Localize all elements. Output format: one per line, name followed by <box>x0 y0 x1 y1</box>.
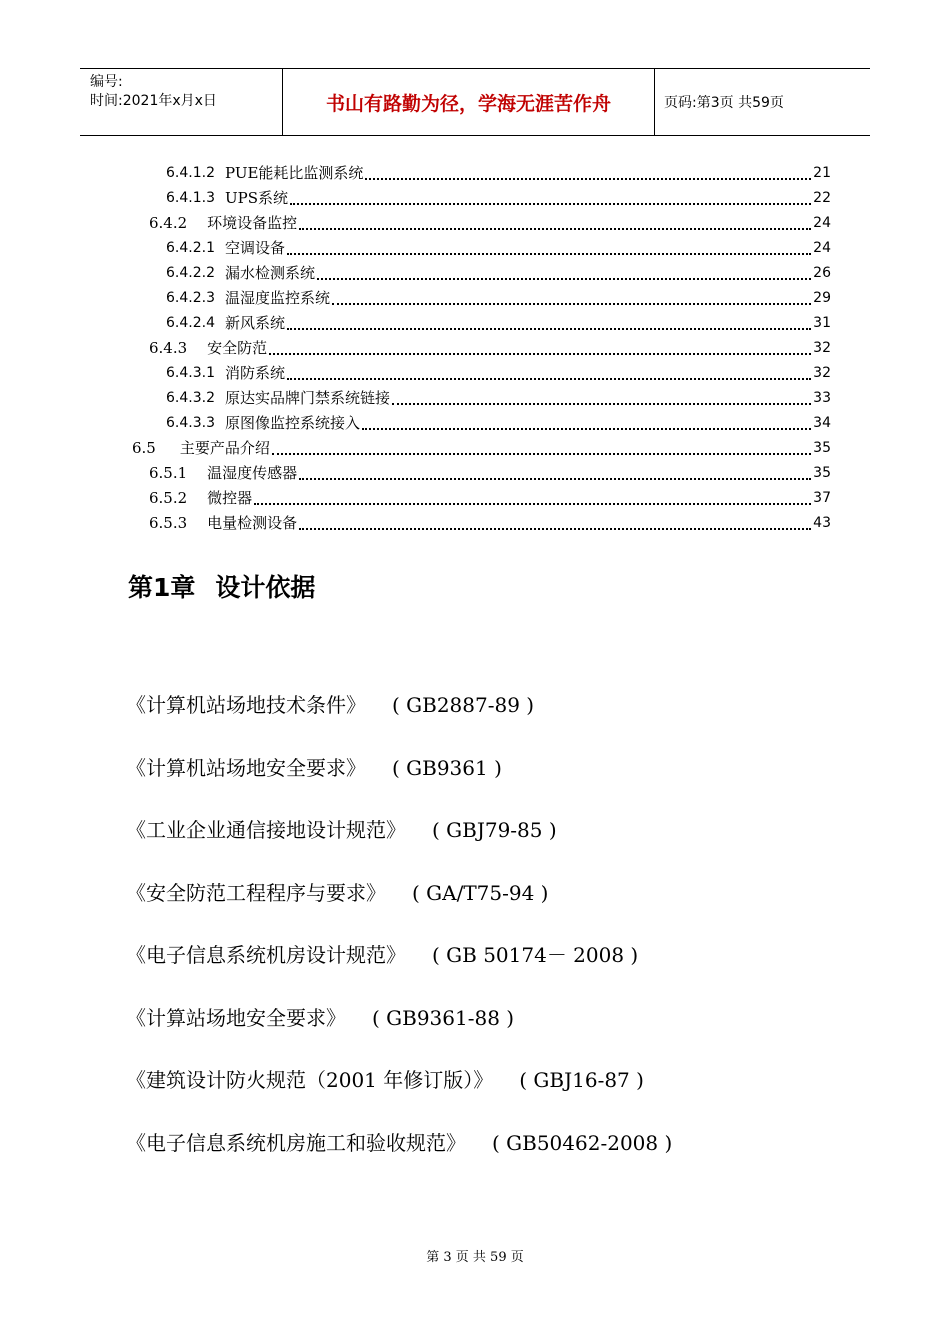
toc-page: 33 <box>813 390 831 406</box>
header-time: 时间:2021年x月x日 <box>90 93 217 109</box>
page-footer: 第 3 页 共 59 页 <box>426 1250 524 1265</box>
toc-leader <box>287 252 811 255</box>
toc-entry[interactable] <box>166 183 831 208</box>
toc-entry[interactable] <box>166 258 831 283</box>
chapter-label: 第1章 <box>128 573 196 602</box>
header-motto: 书山有路勤为径，学海无涯苦作舟 <box>325 92 611 115</box>
reference-code: ( GB2887-89 ) <box>392 693 535 717</box>
reference-title: 《建筑设计防火规范（2001 年修订版）》 <box>126 1068 494 1092</box>
toc-page: 35 <box>813 465 831 481</box>
toc-leader <box>362 427 811 430</box>
reference-title: 《计算机站场地安全要求》 <box>126 756 366 780</box>
toc-page: 31 <box>813 315 831 331</box>
toc-leader <box>272 452 811 455</box>
toc-leader <box>290 202 811 205</box>
toc-title: 电量检测设备 <box>207 514 298 532</box>
page-header <box>80 68 870 136</box>
reference-item <box>126 690 534 720</box>
toc-leader <box>287 377 811 380</box>
header-meta <box>90 73 280 111</box>
toc-leader <box>269 352 811 355</box>
reference-title: 《安全防范工程程序与要求》 <box>126 881 386 905</box>
toc-number: 6.4.2.4 <box>166 315 215 331</box>
toc-title: 消防系统 <box>224 364 285 382</box>
toc-leader <box>287 327 811 330</box>
toc-page: 35 <box>813 440 831 456</box>
toc-page: 26 <box>813 265 831 281</box>
header-number: 编号: <box>90 74 123 90</box>
toc-entry[interactable] <box>149 458 831 483</box>
reference-code: ( GB9361 ) <box>392 756 502 780</box>
reference-code: ( GBJ16-87 ) <box>519 1068 644 1092</box>
toc-page: 24 <box>813 215 831 231</box>
toc-page: 24 <box>813 240 831 256</box>
toc-number: 6.4.3.2 <box>166 390 215 406</box>
toc-entry[interactable] <box>166 383 831 408</box>
toc-number: 6.4.3.1 <box>166 365 215 381</box>
toc-title: 安全防范 <box>207 339 268 357</box>
toc-page: 21 <box>813 165 831 181</box>
toc-number: 6.4.2 <box>149 214 188 232</box>
toc-number: 6.4.1.3 <box>166 190 215 206</box>
toc-title: 主要产品介绍 <box>179 439 270 457</box>
toc-entry[interactable] <box>166 233 831 258</box>
toc-title: 原达实品牌门禁系统链接 <box>224 389 390 407</box>
reference-item <box>126 1128 672 1158</box>
reference-item <box>126 815 557 845</box>
toc-entry[interactable] <box>149 333 831 358</box>
toc-page: 22 <box>813 190 831 206</box>
reference-item <box>126 940 638 970</box>
reference-code: ( GBJ79-85 ) <box>432 818 557 842</box>
header-divider <box>654 69 655 135</box>
reference-item <box>126 1003 514 1033</box>
toc-leader <box>299 527 811 530</box>
toc-number: 6.5.3 <box>149 514 188 532</box>
toc-page: 32 <box>813 340 831 356</box>
reference-code: ( GB50462-2008 ) <box>492 1131 673 1155</box>
reference-code: ( GB9361-88 ) <box>372 1006 515 1030</box>
toc-entry[interactable] <box>166 308 831 333</box>
toc-number: 6.4.3.3 <box>166 415 215 431</box>
toc-title: 漏水检测系统 <box>224 264 315 282</box>
toc-number: 6.4.2.2 <box>166 265 215 281</box>
toc-leader <box>254 502 811 505</box>
reference-item <box>126 878 548 908</box>
toc-title: 空调设备 <box>224 239 285 257</box>
reference-title: 《电子信息系统机房设计规范》 <box>126 943 406 967</box>
reference-item <box>126 1065 644 1095</box>
toc-entry[interactable] <box>166 408 831 433</box>
toc-title: 温湿度传感器 <box>207 464 298 482</box>
toc-entry[interactable] <box>166 283 831 308</box>
header-page-info: 页码:第3页 共59页 <box>664 95 784 111</box>
toc-entry[interactable] <box>166 358 831 383</box>
toc-entry[interactable] <box>149 508 831 533</box>
chapter-heading <box>128 568 315 604</box>
toc-leader <box>332 302 811 305</box>
chapter-title: 设计依据 <box>215 573 316 602</box>
reference-title: 《计算站场地安全要求》 <box>126 1006 346 1030</box>
toc-title: 温湿度监控系统 <box>224 289 330 307</box>
toc-leader <box>392 402 811 405</box>
toc-entry[interactable] <box>166 158 831 183</box>
toc-number: 6.4.3 <box>149 339 188 357</box>
toc-number: 6.4.2.1 <box>166 240 215 256</box>
toc-title: 新风系统 <box>224 314 285 332</box>
toc-leader <box>317 277 811 280</box>
reference-title: 《计算机站场地技术条件》 <box>126 693 366 717</box>
reference-item <box>126 753 502 783</box>
toc-page: 37 <box>813 490 831 506</box>
toc-number: 6.4.2.3 <box>166 290 215 306</box>
toc-title: PUE能耗比监测系统 <box>224 164 364 182</box>
reference-code: ( GB 50174－ 2008 ) <box>432 943 639 967</box>
toc-title: UPS系统 <box>224 189 288 207</box>
toc-page: 34 <box>813 415 831 431</box>
toc-page: 43 <box>813 515 831 531</box>
toc-page: 32 <box>813 365 831 381</box>
toc-page: 29 <box>813 290 831 306</box>
toc-entry[interactable] <box>149 483 831 508</box>
toc-number: 6.5 <box>132 439 156 457</box>
toc-number: 6.4.1.2 <box>166 165 215 181</box>
toc-title: 微控器 <box>207 489 253 507</box>
toc-title: 原图像监控系统接入 <box>224 414 360 432</box>
toc-leader <box>365 177 811 180</box>
toc-number: 6.5.1 <box>149 464 188 482</box>
toc-entry[interactable] <box>132 433 831 458</box>
reference-code: ( GA/T75-94 ) <box>412 881 549 905</box>
toc-entry[interactable] <box>149 208 831 233</box>
toc-number: 6.5.2 <box>149 489 188 507</box>
toc-leader <box>299 477 811 480</box>
toc-title: 环境设备监控 <box>207 214 298 232</box>
reference-title: 《工业企业通信接地设计规范》 <box>126 818 406 842</box>
toc-leader <box>299 227 811 230</box>
reference-title: 《电子信息系统机房施工和验收规范》 <box>126 1131 466 1155</box>
